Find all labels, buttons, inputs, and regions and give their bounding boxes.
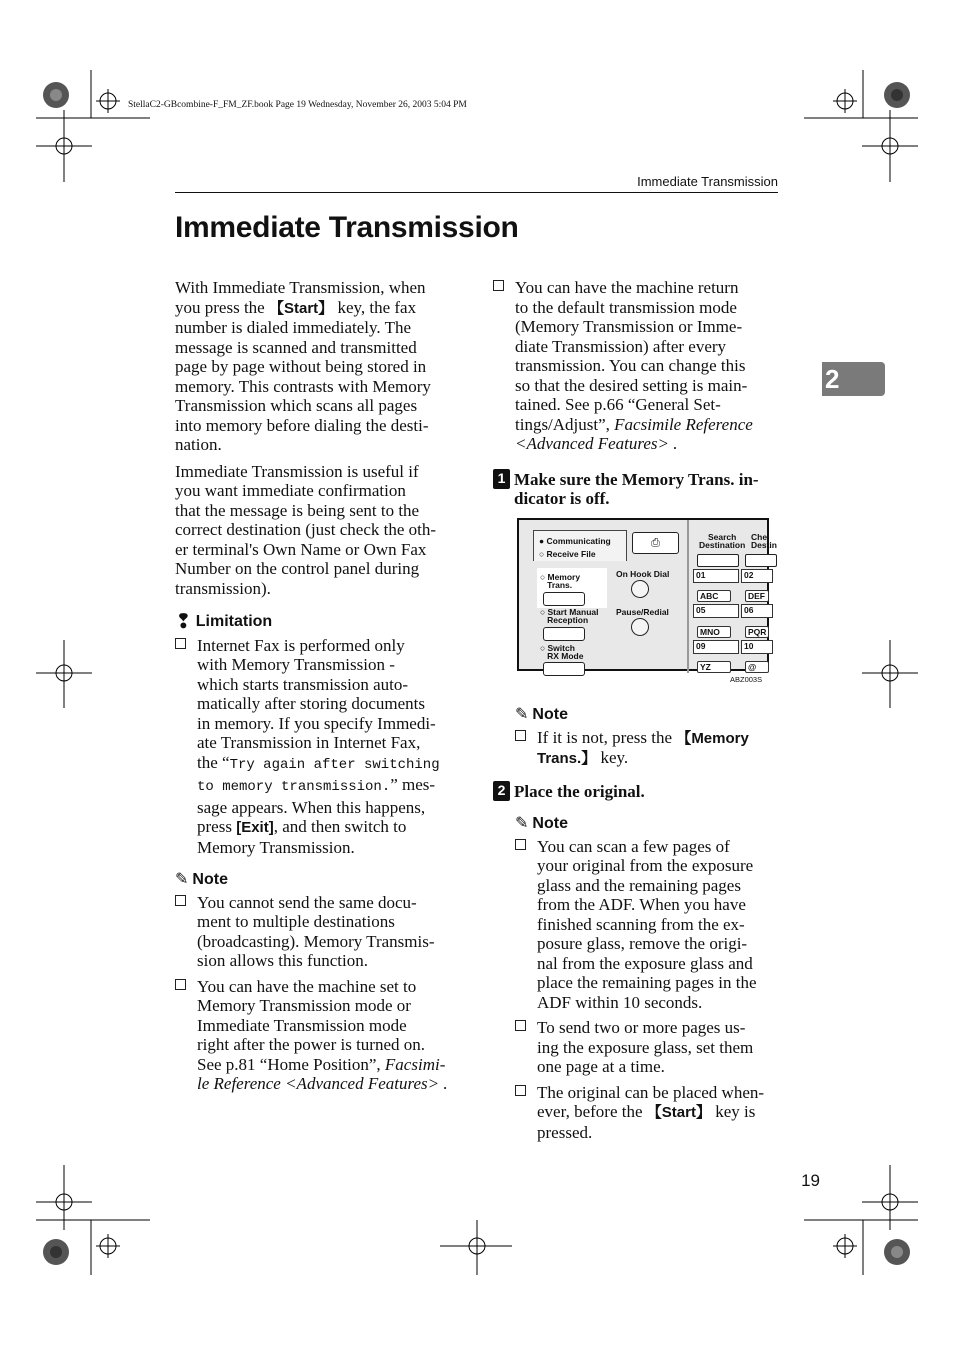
memory-trans-button[interactable] (543, 592, 585, 606)
step-2 (493, 782, 778, 802)
right-column-lower (515, 705, 778, 769)
right-column-notes (515, 814, 778, 1142)
check-destination-button[interactable] (745, 554, 777, 567)
pause-redial-button[interactable] (631, 618, 649, 636)
right-column (493, 278, 778, 509)
checkbox-bullet-icon (515, 1085, 526, 1096)
key-mno[interactable]: MNO (697, 626, 731, 638)
checkbox-bullet-icon (515, 730, 526, 741)
key-yz[interactable]: YZ (697, 661, 731, 673)
limitation-heading: ❢ Limitation (175, 610, 273, 633)
note-item: You can scan a few pages of your original from the exposure glass and the remaining pages from the ADF. When you have finished scanning from the ex- posure glass, remove the origi- nal from the exposure glass and place the remaining pages in the ADF within 10 seconds. (515, 837, 778, 1013)
step-text: Place the original. (514, 782, 645, 801)
start-key-label: Start (661, 1104, 696, 1121)
step-1 (493, 470, 778, 509)
key-abc[interactable]: ABC (697, 590, 731, 602)
one-touch-09[interactable]: 09 (693, 640, 739, 654)
checkbox-bullet-icon (175, 979, 186, 990)
one-touch-10[interactable]: 10 (741, 640, 773, 654)
running-header: Immediate Transmission (637, 174, 778, 189)
pencil-icon: ✎ (515, 815, 529, 832)
step-text: Make sure the Memory Trans. in- dicator is off. (514, 469, 759, 508)
switch-rx-mode-button[interactable] (543, 662, 585, 676)
receive-file-indicator: ○ Receive File (539, 549, 596, 559)
checkbox-bullet-icon (493, 280, 504, 291)
exit-key-label: [Exit] (236, 819, 274, 836)
limitation-item: Internet Fax is performed only with Memory Transmission - which starts transmission auto- matically after storing documents in memory. If you specify Immedi- ate Transmission in Internet Fax, the “Try again after switching to memory transmission.” mes- sage appears. When this happens, press [Exit], and then switch to Memory Transmission. (175, 636, 460, 858)
figure-code: ABZ003S (730, 675, 763, 684)
check-destination-label: Che Destin (751, 532, 777, 550)
key-def[interactable]: DEF (745, 590, 769, 602)
note-item: You cannot send the same docu- ment to multiple destinations (broadcasting). Memory Transmis- sion allows this function. (175, 893, 460, 971)
start-manual-reception-indicator: ○ Start Manual Reception (540, 607, 599, 625)
memory-trans-key-label: Memory (691, 729, 749, 747)
chapter-tab (822, 362, 885, 396)
start-manual-reception-button[interactable] (543, 627, 585, 641)
one-touch-05[interactable]: 05 (693, 604, 739, 618)
checkbox-bullet-icon (515, 839, 526, 850)
step-2-block (493, 782, 778, 802)
intro-paragraph-1: With Immediate Transmission, when you press the 【Start】 key, the fax number is dialed immediately. The message is scanned and transmitted page by page without being stored in memory. This contrasts with Memory Transmission which scans all pages into memory before dialing the desti- nation. (175, 278, 431, 454)
on-hook-dial-button[interactable] (631, 580, 649, 598)
one-touch-02[interactable]: 02 (741, 569, 773, 583)
note-heading: ✎ Note (515, 815, 568, 832)
key-at[interactable]: @ (745, 661, 769, 673)
default-mode-item: You can have the machine return to the default transmission mode (Memory Transmission or Imme- diate Transmission) after every transmission. You can change this so that the desired setting is main- tained. See p.66 “General Set- tings/Adjust”, Facsimile Reference <Advanced Features> . (493, 278, 778, 454)
search-destination-label: Search Destination (699, 532, 746, 550)
note-item: To send two or more pages us- ing the exposure glass, set them one page at a time. (515, 1018, 778, 1077)
checkbox-bullet-icon (515, 1020, 526, 1031)
note-item: If it is not, press the 【Memory Trans.】 key. (515, 728, 778, 769)
exclamation-icon: ❢ (175, 610, 192, 633)
one-touch-06[interactable]: 06 (741, 604, 773, 618)
communicating-indicator: ● Communicating (539, 536, 611, 546)
step-number: 2 (493, 781, 510, 801)
control-panel-figure (517, 518, 777, 672)
chapter-number: 2 (825, 363, 840, 394)
checkbox-bullet-icon (175, 895, 186, 906)
note-item: You can have the machine set to Memory Transmission mode or Immediate Transmission mode right after the power is turned on. See p.81 “Home Position”, Facsimi- le Reference <Advanced Features> . (175, 977, 460, 1094)
page-number: 19 (801, 1171, 820, 1190)
crop-header: StellaC2-GBcombine-F_FM_ZF.book Page 19 Wednesday, November 26, 2003 5:04 PM (128, 100, 467, 110)
pause-redial-label: Pause/Redial (616, 607, 669, 617)
pencil-icon: ✎ (175, 871, 189, 888)
search-destination-button[interactable] (697, 554, 739, 567)
switch-rx-mode-indicator: ○ Switch RX Mode (540, 643, 584, 661)
left-column (175, 278, 460, 1094)
intro-paragraph-2: Immediate Transmission is useful if you want immediate confirmation that the message is being sent to the correct destination (just check the oth- er terminal's Own Name or Own Fax Number on the control panel during transmission). (175, 461, 437, 598)
header-rule (175, 192, 778, 193)
step-number: 1 (493, 469, 510, 489)
note-heading: ✎ Note (515, 706, 568, 723)
one-touch-01[interactable]: 01 (693, 569, 739, 583)
start-key-label: Start (283, 299, 319, 317)
key-pqr[interactable]: PQR (745, 626, 769, 638)
page-title: Immediate Transmission (175, 211, 519, 244)
note-heading: ✎ Note (175, 871, 228, 888)
fax-icon-button[interactable]: ⎙ (632, 532, 679, 554)
on-hook-dial-label: On Hook Dial (616, 569, 670, 579)
checkbox-bullet-icon (175, 638, 186, 649)
memory-trans-indicator: ○ Memory Trans. (540, 572, 581, 590)
pencil-icon: ✎ (515, 706, 529, 723)
note-item: The original can be placed when- ever, before the 【Start】 key is pressed. (515, 1083, 778, 1143)
